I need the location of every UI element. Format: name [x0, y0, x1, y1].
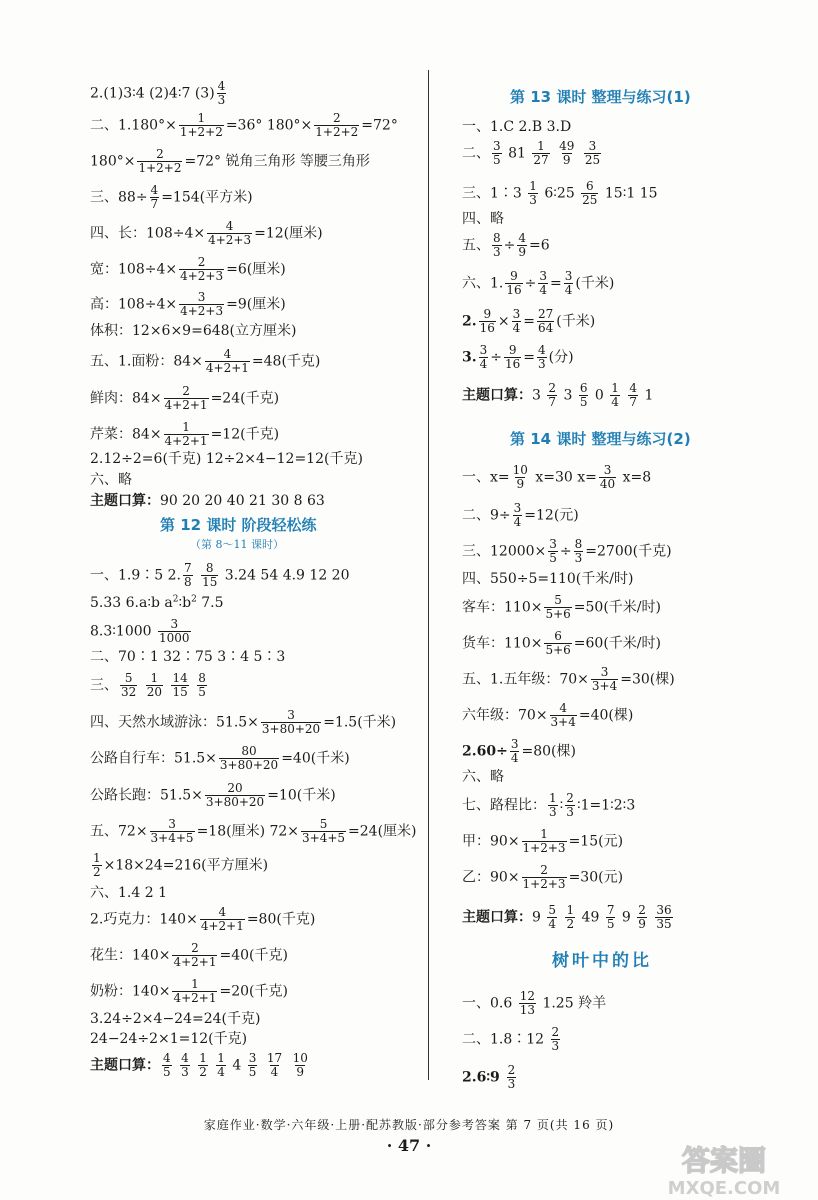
answer-line: 六、1.4 2 1 — [90, 885, 167, 901]
fraction: $\frac{4}{3+4}$ — [550, 701, 576, 729]
oral-calc-line: 主题口算：3 $\frac{2}{7}$ 3 $\frac{6}{5}$ 0 $\frac{1}{4}$ $\frac{4}{7}$ 1 — [462, 381, 654, 409]
fraction: $\frac{1}{1+2+3}$ — [522, 827, 566, 855]
answer-line: 宽：108÷4× $\frac{2}{4+2+3}$ =6(厘米) — [90, 255, 286, 283]
answer-line: 公路自行车：51.5× $\frac{80}{3+80+20}$ =40(千米) — [90, 744, 350, 772]
answer-line: 三、12000× $\frac{3}{5}$ ÷ $\frac{8}{3}$ =2700(千克) — [462, 537, 672, 565]
fraction: $\frac{3}{5}$ — [248, 1051, 257, 1079]
fraction: $\frac{1}{4}$ — [611, 381, 619, 409]
answer-line: 花生：140× $\frac{2}{4+2+1}$ =40(千克) — [90, 941, 288, 969]
fraction: $\frac{9}{16}$ — [506, 269, 522, 297]
fraction: $\frac{4}{3}$ — [217, 79, 226, 107]
fraction: $\frac{3}{4}$ — [510, 737, 519, 765]
fraction: $\frac{1}{3}$ — [549, 791, 557, 819]
fraction: $\frac{5}{4}$ — [548, 903, 556, 931]
fraction: $\frac{8}{3}$ — [574, 537, 583, 565]
answer-line: 客车：110× $\frac{5}{5+6}$ =50(千米/时) — [462, 593, 661, 621]
fraction: $\frac{1}{3}$ — [529, 179, 537, 207]
answer-line: 七、路程比： $\frac{1}{3}$ ∶ $\frac{2}{3}$ ∶1=1∶2∶3 — [462, 791, 636, 819]
fraction: $\frac{3}{4}$ — [512, 307, 521, 335]
answer-line: 货车：110× $\frac{6}{5+6}$ =60(千米/时) — [462, 629, 661, 657]
answer-line: 二、70∶1 32∶75 3∶4 5∶3 — [90, 649, 286, 665]
fraction: $\frac{4}{4+2+3}$ — [208, 219, 252, 247]
answer-line: 180°× $\frac{2}{1+2+2}$ =72° 锐角三角形 等腰三角形 — [90, 147, 370, 175]
fraction: $\frac{2}{1+2+2}$ — [138, 147, 182, 175]
fraction: $\frac{2}{4+2+3}$ — [180, 255, 224, 283]
answer-line: 公路长跑：51.5× $\frac{20}{3+80+20}$ =10(千米) — [90, 781, 336, 809]
fraction: $\frac{1}{4}$ — [217, 1051, 225, 1079]
fraction: $\frac{5}{3+4+5}$ — [302, 817, 346, 845]
fraction: $\frac{12}{13}$ — [519, 989, 535, 1017]
answer-line: 3.24÷2×4−24=24(千克) — [90, 1011, 261, 1027]
fraction: $\frac{3}{3+4}$ — [591, 665, 618, 693]
section-title: 第 14 课时 整理与练习(2) — [510, 430, 691, 448]
fraction: $\frac{1}{2}$ — [566, 903, 575, 931]
answer-line: 二、9÷ $\frac{3}{4}$ =12(元) — [462, 501, 579, 529]
fraction: $\frac{8}{5}$ — [198, 671, 206, 699]
fraction: $\frac{3}{4}$ — [564, 269, 573, 297]
answer-line: 三、88÷ $\frac{4}{7}$ =154(平方米) — [90, 183, 253, 211]
fraction: $\frac{6}{25}$ — [582, 179, 598, 207]
fraction: $\frac{3}{3+4+5}$ — [150, 817, 194, 845]
answer-line: 二、 $\frac{3}{5}$ 81 $\frac{1}{27}$ $\frac{49}{9}$ $\frac{3}{25}$ — [462, 139, 601, 167]
watermark-url: MXQE.COM — [667, 1178, 781, 1199]
fraction: $\frac{4}{5}$ — [163, 1051, 171, 1079]
fraction: $\frac{36}{35}$ — [656, 903, 672, 931]
fraction: $\frac{8}{15}$ — [202, 561, 218, 589]
fraction: $\frac{27}{64}$ — [538, 307, 554, 335]
answer-line: 二、1.8∶12 $\frac{2}{3}$ — [462, 1025, 560, 1053]
fraction: $\frac{2}{1+2+2}$ — [315, 111, 359, 139]
answer-line: 六年级：70× $\frac{4}{3+4}$ =40(棵) — [462, 701, 634, 729]
section-title: 树叶中的比 — [552, 951, 652, 971]
column-divider — [428, 70, 429, 1080]
fraction: $\frac{8}{3}$ — [493, 231, 501, 259]
fraction: $\frac{2}{3}$ — [507, 1063, 516, 1091]
fraction: $\frac{2}{1+2+3}$ — [522, 863, 566, 891]
oral-calc-line: 主题口算：9 $\frac{5}{4}$ $\frac{1}{2}$ 49 $\frac{7}{5}$ 9 $\frac{2}{9}$ $\frac{36}{35}$ — [462, 903, 672, 931]
answer-line: 六、1. $\frac{9}{16}$ ÷ $\frac{3}{4}$ = $\frac{3}{4}$ (千米) — [462, 269, 615, 297]
fraction: $\frac{3}{25}$ — [584, 139, 601, 167]
fraction: $\frac{3}{4}$ — [513, 501, 522, 529]
answer-line: 奶粉：140× $\frac{1}{4+2+1}$ =20(千克) — [90, 977, 288, 1005]
answer-line: 四、长：108÷4× $\frac{4}{4+2+3}$ =12(厘米) — [90, 219, 323, 247]
fraction: $\frac{20}{3+80+20}$ — [205, 781, 265, 809]
fraction: $\frac{4}{7}$ — [629, 381, 637, 409]
fraction: $\frac{6}{5+6}$ — [545, 629, 571, 657]
fraction: $\frac{3}{5}$ — [549, 537, 557, 565]
answer-line: 2.巧克力：140× $\frac{4}{4+2+1}$ =80(千克) — [90, 905, 316, 933]
answer-line: 乙：90× $\frac{2}{1+2+3}$ =30(元) — [462, 863, 624, 891]
oral-calc-line: 主题口算： $\frac{4}{5}$ $\frac{4}{3}$ $\frac{1}{2}$ $\frac{1}{4}$ 4 $\frac{3}{5}$ $\frac{17}{4}$ $\frac{10}{9}$ — [90, 1051, 308, 1079]
answer-line: 四、天然水域游泳：51.5× $\frac{3}{3+80+20}$ =1.5(千米) — [90, 708, 397, 736]
answer-line: 一、1.C 2.B 3.D — [462, 119, 572, 135]
fraction: $\frac{3}{4+2+3}$ — [180, 290, 224, 318]
answer-line: 2. $\frac{9}{16}$ × $\frac{3}{4}$ = $\frac{27}{64}$ (千米) — [462, 307, 596, 335]
fraction: $\frac{2}{7}$ — [548, 381, 556, 409]
answer-line: 一、0.6 $\frac{12}{13}$ 1.25 羚羊 — [462, 989, 607, 1017]
fraction: $\frac{17}{4}$ — [266, 1051, 283, 1079]
answer-line: $\frac{1}{2}$ ×18×24=216(平方厘米) — [93, 851, 269, 879]
fraction: $\frac{80}{3+80+20}$ — [219, 744, 279, 772]
fraction: $\frac{9}{16}$ — [479, 307, 495, 335]
fraction: $\frac{2}{4+2+1}$ — [164, 384, 208, 412]
answer-line: 24−24÷2×1=12(千克) — [90, 1031, 248, 1047]
watermark-text: 答案圈 — [681, 1144, 767, 1177]
answer-line: 2.6∶9 $\frac{2}{3}$ — [462, 1063, 516, 1091]
page-number: · 47 · — [386, 1136, 432, 1155]
fraction: $\frac{2}{4+2+1}$ — [173, 941, 217, 969]
fraction: $\frac{10}{9}$ — [512, 463, 528, 491]
fraction: $\frac{6}{5}$ — [579, 381, 588, 409]
fraction: $\frac{4}{4+2+1}$ — [200, 905, 244, 933]
fraction: $\frac{49}{9}$ — [559, 139, 575, 167]
answer-line: 8.3∶1000 $\frac{3}{1000}$ — [90, 617, 190, 645]
answer-line: 2.(1)3∶4 (2)4∶7 (3) $\frac{4}{3}$ — [90, 79, 226, 107]
fraction: $\frac{2}{3}$ — [566, 791, 574, 819]
fraction: $\frac{3}{4}$ — [539, 269, 548, 297]
fraction: $\frac{1}{2}$ — [93, 851, 101, 879]
answer-line: 二、1.180°× $\frac{1}{1+2+2}$ =36° 180°× $\frac{2}{1+2+2}$ =72° — [90, 111, 398, 139]
answer-line: 一、1.9∶5 2. $\frac{7}{8}$ $\frac{8}{15}$ 3.24 54 4.9 12 20 — [90, 561, 350, 589]
oral-calc-line: 主题口算：90 20 20 40 21 30 8 63 — [90, 493, 325, 509]
answer-line: 六、略 — [462, 769, 504, 785]
fraction: $\frac{4}{9}$ — [518, 231, 527, 259]
fraction: $\frac{5}{32}$ — [121, 671, 137, 699]
fraction: $\frac{3}{40}$ — [599, 463, 616, 491]
answer-line: 甲：90× $\frac{1}{1+2+3}$ =15(元) — [462, 827, 624, 855]
answer-line: 五、 $\frac{8}{3}$ ÷ $\frac{4}{9}$ =6 — [462, 231, 550, 259]
answer-line: 5.33 6.a∶b $a^2∶b^2$ 7.5 — [90, 594, 224, 611]
fraction: $\frac{2}{9}$ — [638, 903, 646, 931]
fraction: $\frac{1}{4+2+1}$ — [173, 977, 217, 1005]
fraction: $\frac{3}{3+80+20}$ — [261, 708, 321, 736]
fraction: $\frac{4}{7}$ — [150, 183, 159, 211]
fraction: $\frac{1}{1+2+2}$ — [179, 111, 223, 139]
answer-line: 三、1∶3 $\frac{1}{3}$ 6∶25 $\frac{6}{25}$ 15∶1 15 — [462, 179, 658, 207]
answer-line: 高：108÷4× $\frac{3}{4+2+3}$ =9(厘米) — [90, 290, 286, 318]
answer-line: 五、1.面粉：84× $\frac{4}{4+2+1}$ =48(千克) — [90, 347, 321, 375]
fraction: $\frac{3}{5}$ — [493, 139, 501, 167]
fraction: $\frac{4}{3}$ — [538, 343, 546, 371]
fraction: $\frac{4}{3}$ — [181, 1051, 189, 1079]
answer-line: 六、略 — [90, 472, 132, 488]
watermark-logo — [644, 1138, 804, 1200]
answer-line: 芹菜：84× $\frac{1}{4+2+1}$ =12(千克) — [90, 420, 280, 448]
answer-line: 2.60÷ $\frac{3}{4}$ =80(棵) — [462, 737, 576, 765]
page-footer: 家庭作业·数学·六年级·上册·配苏教版·部分参考答案 第 7 页(共 16 页) — [203, 1118, 615, 1132]
answer-line: 四、550÷5=110(千米/时) — [462, 571, 634, 587]
fraction: $\frac{1}{2}$ — [199, 1051, 207, 1079]
fraction: $\frac{4}{4+2+1}$ — [205, 347, 249, 375]
answer-line: 体积：12×6×9=648(立方厘米) — [90, 323, 297, 339]
answer-line: 五、72× $\frac{3}{3+4+5}$ =18(厘米) 72× $\frac{5}{3+4+5}$ =24(厘米) — [90, 817, 417, 845]
section-subtitle: （第 8～11 课时） — [190, 538, 284, 551]
fraction: $\frac{7}{5}$ — [606, 903, 615, 931]
answer-line: 2.12÷2=6(千克) 12÷2×4−12=12(千克) — [90, 451, 363, 467]
fraction: $\frac{1}{27}$ — [533, 139, 549, 167]
fraction: $\frac{2}{3}$ — [551, 1025, 560, 1053]
fraction: $\frac{1}{20}$ — [146, 671, 163, 699]
answer-line: 3. $\frac{3}{4}$ ÷ $\frac{9}{16}$ = $\frac{4}{3}$ (分) — [462, 343, 574, 371]
fraction: $\frac{14}{15}$ — [172, 671, 188, 699]
fraction: $\frac{5}{5+6}$ — [545, 593, 571, 621]
answer-line: 一、x= $\frac{10}{9}$ x=30 x= $\frac{3}{40}$ x=8 — [462, 463, 652, 491]
fraction: $\frac{7}{8}$ — [183, 561, 192, 589]
section-title: 第 12 课时 阶段轻松练 — [160, 516, 317, 534]
section-title: 第 13 课时 整理与练习(1) — [510, 88, 691, 106]
fraction: $\frac{3}{4}$ — [479, 343, 488, 371]
answer-line: 四、略 — [462, 211, 504, 227]
fraction: $\frac{9}{16}$ — [505, 343, 521, 371]
answer-line: 鲜肉：84× $\frac{2}{4+2+1}$ =24(千克) — [90, 384, 280, 412]
fraction: $\frac{10}{9}$ — [292, 1051, 308, 1079]
answer-line: 五、1.五年级：70× $\frac{3}{3+4}$ =30(棵) — [462, 665, 675, 693]
answer-line: 三、 $\frac{5}{32}$ $\frac{1}{20}$ $\frac{14}{15}$ $\frac{8}{5}$ — [90, 671, 206, 699]
fraction: $\frac{1}{4+2+1}$ — [164, 420, 208, 448]
fraction: $\frac{3}{1000}$ — [159, 617, 190, 645]
